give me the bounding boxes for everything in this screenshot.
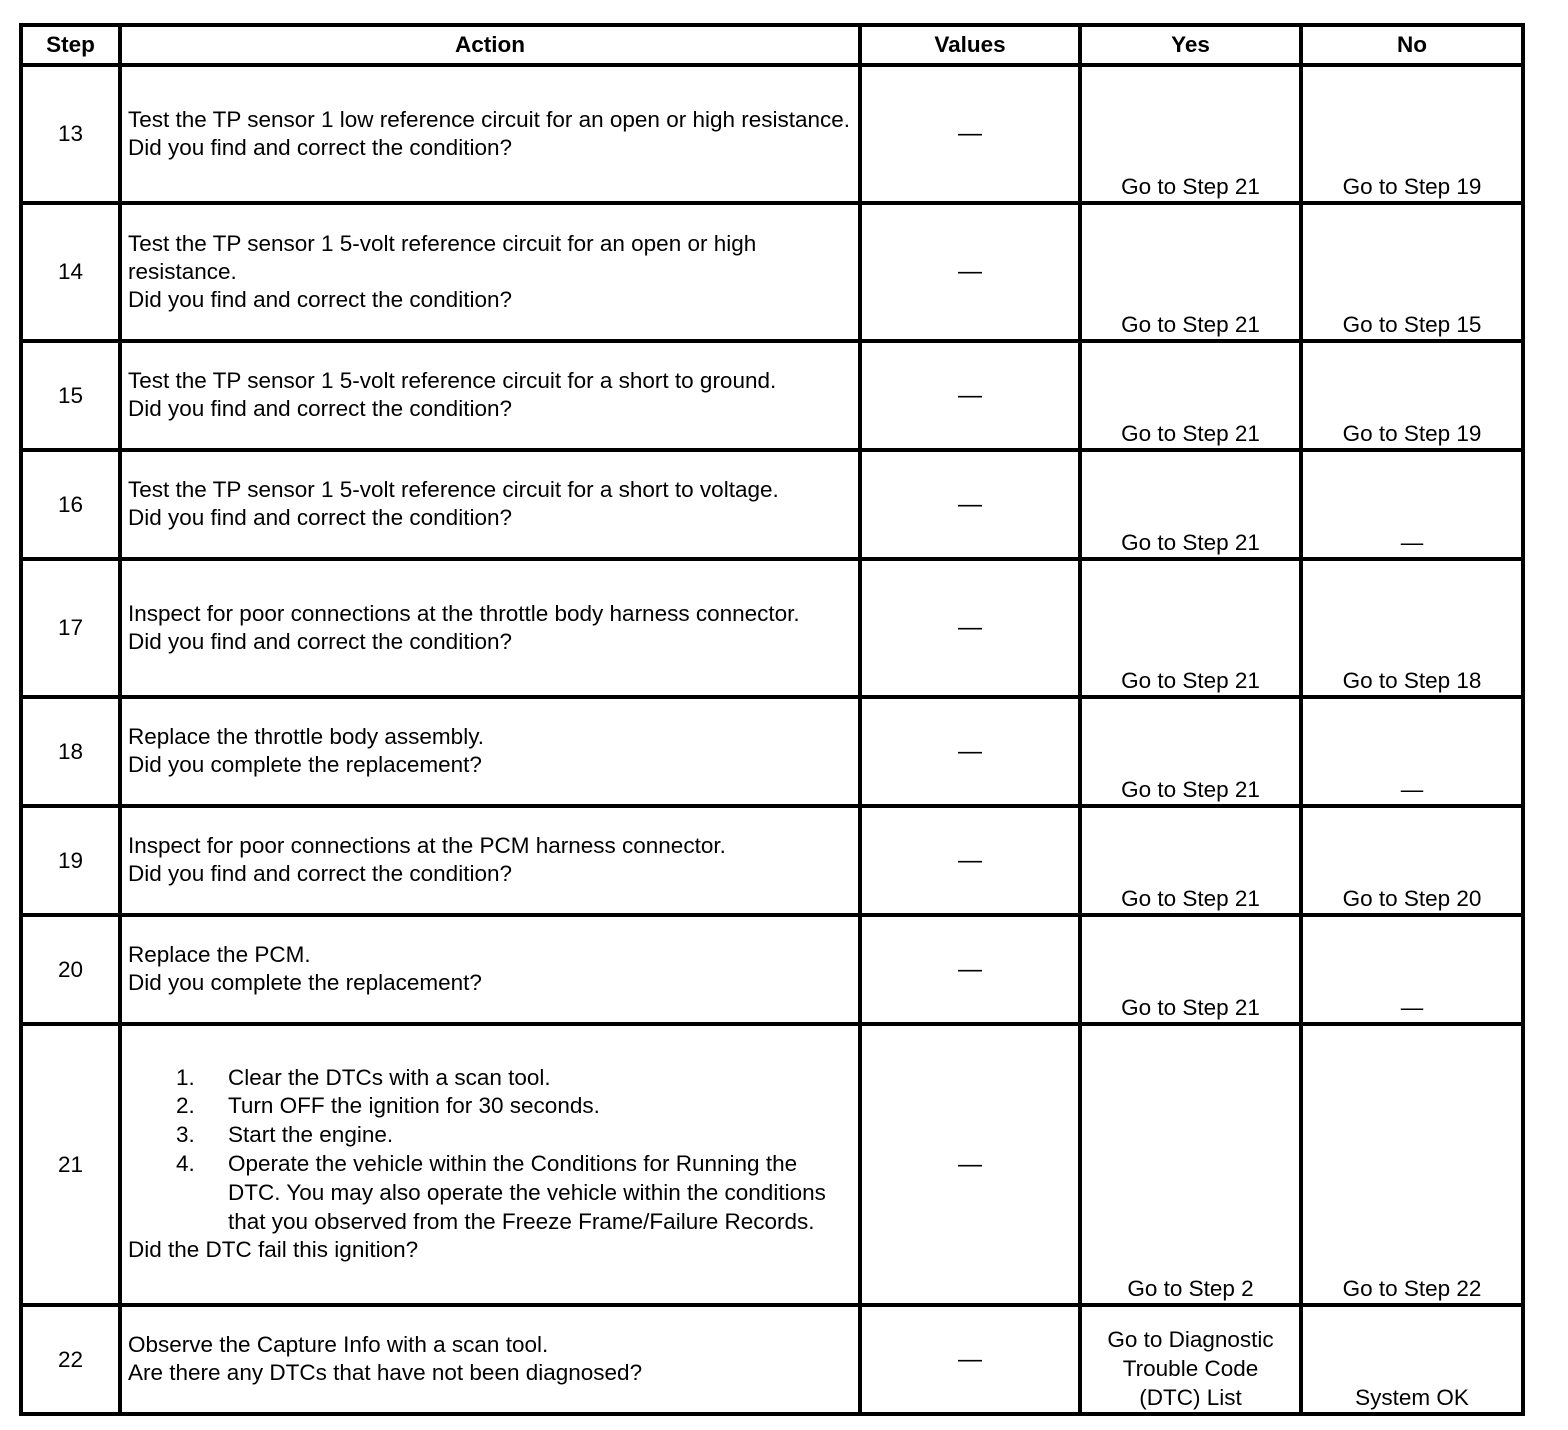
list-item <box>176 1121 852 1150</box>
list-item-text: Start the engine. <box>228 1122 394 1148</box>
action-cell <box>120 341 860 450</box>
table-row <box>21 341 1523 450</box>
action-step-list <box>176 1064 852 1237</box>
header-values: Values <box>860 25 1080 65</box>
step-number: 16 <box>21 450 120 559</box>
action-cell <box>120 806 860 915</box>
yes-result: Go to Step 21 <box>1080 806 1301 915</box>
header-step: Step <box>21 25 120 65</box>
no-result: Go to Step 20 <box>1301 806 1523 915</box>
list-item <box>176 1064 852 1093</box>
action-cell <box>120 65 860 203</box>
step-number: 14 <box>21 203 120 341</box>
action-instruction: Test the TP sensor 1 5-volt reference circuit for an open or high resistance. <box>128 230 757 284</box>
step-number: 21 <box>21 1024 120 1305</box>
yes-result: Go to Step 21 <box>1080 341 1301 450</box>
action-cell <box>120 1305 860 1414</box>
table-row <box>21 806 1523 915</box>
value-cell: — <box>860 203 1080 341</box>
action-question: Did you find and correct the condition? <box>128 505 512 530</box>
list-item-text: Operate the vehicle within the Conditions for Running the DTC. You may also operate the vehicle within the conditions that you observed from the Freeze Frame/Failure Records. <box>228 1151 826 1234</box>
action-question: Did the DTC fail this ignition? <box>128 1237 419 1263</box>
action-instruction: Test the TP sensor 1 low reference circuit for an open or high resistance. <box>128 106 851 132</box>
action-instruction: Test the TP sensor 1 5-volt reference circuit for a short to ground. <box>128 368 777 393</box>
list-item-number: 4. <box>176 1151 195 1176</box>
no-result: Go to Step 15 <box>1301 203 1523 341</box>
value-cell: — <box>860 559 1080 697</box>
action-question: Did you complete the replacement? <box>128 752 482 777</box>
value-cell: — <box>860 341 1080 450</box>
action-cell <box>120 559 860 697</box>
table-row <box>21 450 1523 559</box>
no-result: Go to Step 19 <box>1301 341 1523 450</box>
table-row <box>21 559 1523 697</box>
action-question: Did you find and correct the condition? <box>128 134 512 160</box>
header-row <box>21 25 1523 65</box>
list-item-number: 2. <box>176 1093 195 1119</box>
no-result: Go to Step 18 <box>1301 559 1523 697</box>
list-item <box>176 1150 852 1236</box>
list-item-text: Turn OFF the ignition for 30 seconds. <box>228 1093 600 1119</box>
no-result: — <box>1301 450 1523 559</box>
action-question: Did you find and correct the condition? <box>128 861 512 886</box>
yes-result: Go to Step 21 <box>1080 915 1301 1024</box>
action-instruction: Inspect for poor connections at the PCM harness connector. <box>128 833 726 858</box>
no-result: — <box>1301 697 1523 806</box>
yes-result: Go to Step 21 <box>1080 65 1301 203</box>
value-cell: — <box>860 1305 1080 1414</box>
action-cell <box>120 1024 860 1305</box>
value-cell: — <box>860 806 1080 915</box>
value-cell: — <box>860 450 1080 559</box>
yes-result: Go to Step 2 <box>1080 1024 1301 1305</box>
step-number: 13 <box>21 65 120 203</box>
value-cell: — <box>860 65 1080 203</box>
action-question: Did you find and correct the condition? <box>128 396 512 421</box>
no-result: — <box>1301 915 1523 1024</box>
action-cell <box>120 203 860 341</box>
table-row <box>21 203 1523 341</box>
header-yes: Yes <box>1080 25 1301 65</box>
yes-result: Go to Step 21 <box>1080 450 1301 559</box>
action-question: Did you complete the replacement? <box>128 970 482 995</box>
diagnostic-table <box>19 23 1525 1416</box>
table-row <box>21 1305 1523 1414</box>
step-number: 22 <box>21 1305 120 1414</box>
action-instruction: Replace the throttle body assembly. <box>128 724 485 749</box>
step-number: 18 <box>21 697 120 806</box>
action-question: Are there any DTCs that have not been diagnosed? <box>128 1360 643 1385</box>
step-number: 20 <box>21 915 120 1024</box>
action-instruction: Test the TP sensor 1 5-volt reference circuit for a short to voltage. <box>128 477 779 502</box>
step-number: 15 <box>21 341 120 450</box>
step-number: 19 <box>21 806 120 915</box>
yes-result: Go to Step 21 <box>1080 697 1301 806</box>
action-instruction: Inspect for poor connections at the throttle body harness connector. <box>128 600 800 626</box>
action-cell <box>120 915 860 1024</box>
table-row <box>21 65 1523 203</box>
value-cell: — <box>860 1024 1080 1305</box>
list-item <box>176 1092 852 1121</box>
value-cell: — <box>860 915 1080 1024</box>
no-result: Go to Step 19 <box>1301 65 1523 203</box>
header-action: Action <box>120 25 860 65</box>
yes-result: Go to Diagnostic Trouble Code (DTC) List <box>1080 1305 1301 1414</box>
list-item-number: 3. <box>176 1122 195 1148</box>
action-instruction: Replace the PCM. <box>128 942 311 967</box>
yes-result: Go to Step 21 <box>1080 559 1301 697</box>
yes-result: Go to Step 21 <box>1080 203 1301 341</box>
action-question: Did you find and correct the condition? <box>128 628 512 654</box>
step-number: 17 <box>21 559 120 697</box>
header-no: No <box>1301 25 1523 65</box>
table-row <box>21 1024 1523 1305</box>
table-row <box>21 697 1523 806</box>
action-question: Did you find and correct the condition? <box>128 286 512 312</box>
list-item-number: 1. <box>176 1064 195 1090</box>
action-cell <box>120 450 860 559</box>
no-result: Go to Step 22 <box>1301 1024 1523 1305</box>
table-row <box>21 915 1523 1024</box>
list-item-text: Clear the DTCs with a scan tool. <box>228 1064 551 1090</box>
action-instruction: Observe the Capture Info with a scan tool. <box>128 1332 549 1357</box>
diagnostic-table-container <box>19 23 1525 1416</box>
no-result: System OK <box>1301 1305 1523 1414</box>
action-cell <box>120 697 860 806</box>
value-cell: — <box>860 697 1080 806</box>
